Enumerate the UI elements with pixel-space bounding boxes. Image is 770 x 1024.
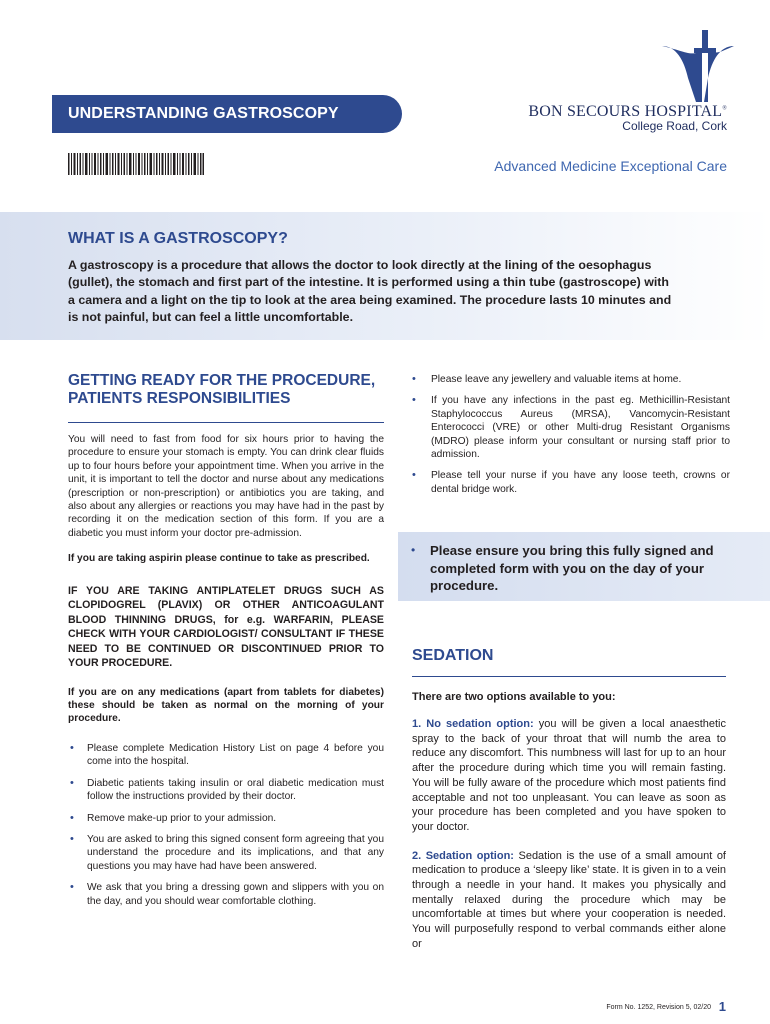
antiplatelet-warning: IF YOU ARE TAKING ANTIPLATELET DRUGS SUCH AS CLOPIDOGREL (PLAVIX) OR OTHER ANTICOAGULANT BLOOD THINNING DRUGS, for e.g. WARFARIN, PLEASE CHECK WITH YOUR CARDIOLOGIST/ CONSULTANT IF THESE NEED TO BE CONTINUED OR DISCONTINUED PRIOR TO YOUR PROCEDURE. [68, 584, 384, 670]
section-divider [412, 676, 726, 677]
bullet-icon: • [411, 543, 416, 557]
form-number: Form No. 1252, Revision 5, 02/20 [606, 1004, 711, 1011]
list-item: • If you have any infections in the past eg. Methicillin-Resistant Staphylococcus Aureus (MRSA), Vancomycin-Resistant Enterococci (VRE) or other Multi-drug Resistant Organisms (MDRO) please inform your consultant or nursing staff prior to admission. [412, 394, 730, 461]
option-text: you will be given a local anaesthetic spray to the back of your throat that will numb the area to reduce any discomfort. This numbness will last for up to an hour after the procedure during which time you will remain fasting. You will be fully aware of the procedure which most patients find acceptable and not too unpleasant. You can leave as soon as your procedure has been completed and you have spoken to your doctor. [412, 718, 726, 833]
sedation-section [412, 647, 726, 952]
page-number: 1 [718, 999, 726, 1014]
no-sedation-option [412, 717, 726, 835]
additional-instructions [412, 373, 730, 504]
option-text: Sedation is the use of a small amount of medication to produce a ‘sleepy like’ state. It is given in to a vein through a needle in your hand. It makes you physically and mentally relaxed during the procedure which may be uncomfortable at times but where your cooperation is needed. You will purposefully respond to verbal commands either alone or [412, 849, 726, 950]
getting-ready-section [68, 372, 384, 916]
preparation-list [68, 742, 384, 908]
option-label: 2. Sedation option: [412, 849, 514, 862]
hospital-logo-icon [662, 30, 734, 102]
what-is-heading: WHAT IS A GASTROSCOPY? [68, 230, 288, 247]
fasting-instructions: You will need to fast from food for six hours prior to having the procedure to ensure your stomach is empty. You can drink clear fluids up to four hours before your appointment time. When you arrive in the unit, it is important to tell the doctor and nurse about any medications (prescription or non-prescription) or antibiotics you are taking, and also about any allergies or reactions you may have had in the past by recording it on the medication section of this form. If you are a diabetic you must inform your doctor pre-admission. [68, 434, 384, 539]
hospital-tagline: Advanced Medicine Exceptional Care [494, 158, 727, 174]
aspirin-notice: If you are taking aspirin please continue to take as prescribed. [68, 553, 370, 565]
hospital-address: College Road, Cork [622, 119, 727, 133]
what-is-body: A gastroscopy is a procedure that allows the doctor to look directly at the lining of the oesophagus (gullet), the stomach and first part of the intestine. It is performed using a thin tube (gastroscope) with a camera and a light on the tip to look at the area being examined. The procedure lasts 10 minutes and is not painful, but can feel a little uncomfortable. [68, 258, 672, 325]
list-item: • We ask that you bring a dressing gown and slippers with you on the day, and you should wear comfortable clothing. [68, 881, 384, 908]
hospital-name: BON SECOURS HOSPITAL® [528, 103, 727, 120]
consent-form-reminder [398, 532, 770, 601]
sedation-heading: SEDATION [412, 647, 494, 664]
consent-form-reminder-text: Please ensure you bring this fully signed and completed form with you on the day of your procedure. [430, 543, 714, 594]
document-title: UNDERSTANDING GASTROSCOPY [68, 105, 339, 122]
instructions-list [412, 373, 730, 496]
sedation-lead: There are two options available to you: [412, 691, 616, 703]
section-divider [68, 422, 384, 423]
barcode-icon [68, 153, 204, 175]
list-item: • Please tell your nurse if you have any loose teeth, crowns or dental bridge work. [412, 469, 730, 496]
list-item: • You are asked to bring this signed consent form agreeing that you understand the procedure and its implications, and that any questions you may have had have been answered. [68, 833, 384, 873]
getting-ready-heading: GETTING READY FOR THE PROCEDURE, PATIENTS RESPONSIBILITIES [68, 372, 376, 407]
list-item: • Please complete Medication History List on page 4 before you come into the hospital. [68, 742, 384, 769]
list-item: • Diabetic patients taking insulin or oral diabetic medication must follow the instructions provided by their doctor. [68, 777, 384, 804]
list-item: • Remove make-up prior to your admission. [68, 812, 384, 825]
option-label: 1. No sedation option: [412, 718, 534, 730]
sedation-option [412, 849, 726, 952]
list-item: • Please leave any jewellery and valuable items at home. [412, 373, 730, 386]
document-title-band [52, 95, 402, 133]
medications-notice: If you are on any medications (apart from tablets for diabetes) these should be taken as normal on the morning of your procedure. [68, 686, 384, 725]
